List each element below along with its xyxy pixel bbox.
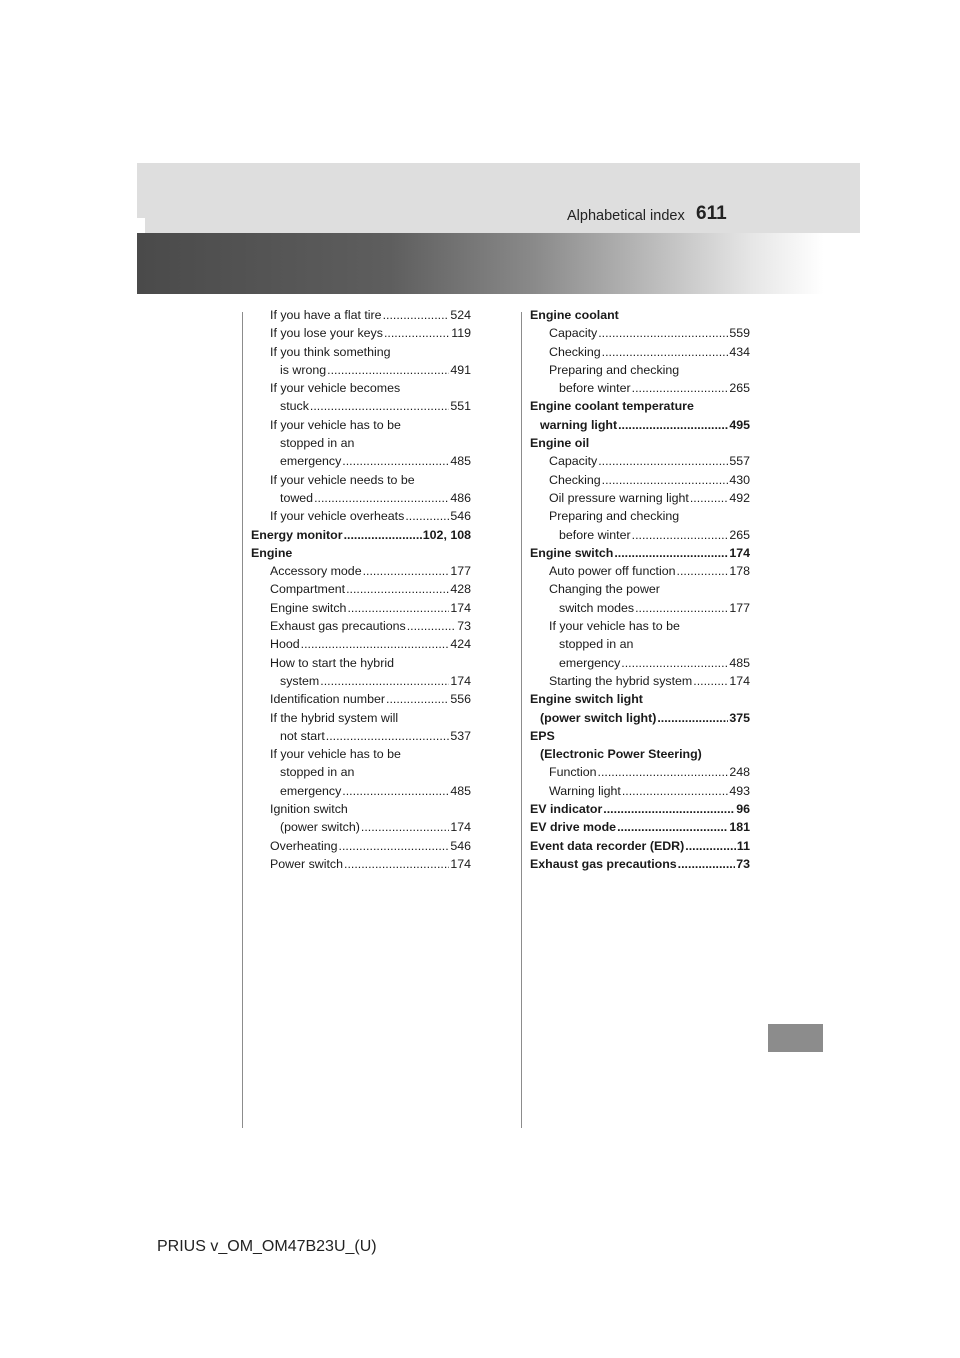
- dot-leader: [632, 526, 729, 544]
- index-page-ref: 556: [450, 692, 471, 707]
- dot-leader: [383, 306, 450, 324]
- dot-leader: [301, 635, 450, 653]
- index-entry: [251, 526, 471, 544]
- index-page-ref: 434: [729, 344, 750, 359]
- index-entry: [530, 434, 750, 452]
- index-entry: [251, 654, 471, 672]
- dot-leader: [320, 672, 449, 690]
- index-entry: [251, 361, 471, 379]
- index-entry-text: Engine switch: [270, 600, 347, 615]
- index-entry-text: (power switch light): [540, 710, 657, 725]
- page-number: 611: [696, 203, 727, 224]
- index-entry-text: Engine coolant: [530, 308, 619, 322]
- index-entry-text: Engine switch light: [530, 692, 643, 707]
- dot-leader: [598, 763, 729, 781]
- dot-leader: [618, 416, 728, 434]
- header-notch: [137, 218, 145, 234]
- page-header: [137, 163, 860, 233]
- index-entry-text: stuck: [280, 399, 309, 414]
- index-entry-text: Checking: [549, 344, 601, 359]
- dot-leader: [346, 580, 449, 598]
- index-entry-text: Starting the hybrid system: [549, 673, 693, 688]
- index-entry-text: Engine coolant temperature: [530, 399, 694, 414]
- dot-leader: [603, 800, 735, 818]
- dot-leader: [339, 837, 450, 855]
- index-entry-text: Energy monitor: [251, 527, 343, 542]
- dot-leader: [635, 599, 728, 617]
- index-entry-text: Oil pressure warning light: [549, 490, 689, 505]
- dot-leader: [677, 562, 729, 580]
- index-entry: [251, 599, 471, 617]
- index-page-ref: 174: [729, 673, 750, 688]
- index-entry-text: (Electronic Power Steering): [540, 747, 702, 762]
- index-entry: [530, 672, 750, 690]
- index-entry-text: Accessory mode: [270, 564, 362, 579]
- dot-leader: [632, 379, 729, 397]
- index-entry-text: system: [280, 673, 320, 688]
- index-page-ref: 485: [450, 454, 471, 469]
- dot-leader: [622, 782, 728, 800]
- index-entry-text: Exhaust gas precautions: [530, 856, 677, 871]
- dot-leader: [602, 471, 729, 489]
- index-entry-text: If the hybrid system will: [270, 710, 399, 725]
- index-entry: [251, 635, 471, 653]
- dot-leader: [347, 599, 449, 617]
- index-entry: [530, 343, 750, 361]
- index-entry: [251, 343, 471, 361]
- column-rule-left: [242, 312, 243, 1128]
- index-page-ref: 493: [729, 783, 750, 798]
- index-entry-text: If your vehicle overheats: [270, 509, 405, 524]
- index-column-left: [251, 306, 471, 873]
- index-entry: [251, 690, 471, 708]
- index-entry-text: If your vehicle has to be: [270, 417, 401, 432]
- index-entry: [530, 818, 750, 836]
- index-entry-text: Identification number: [270, 692, 386, 707]
- index-page-ref: 546: [450, 509, 471, 524]
- index-page-ref: 96: [736, 802, 750, 817]
- index-entry-text: Preparing and checking: [549, 509, 680, 524]
- index-entry: [530, 562, 750, 580]
- dot-leader: [327, 361, 449, 379]
- index-entry: [530, 800, 750, 818]
- dot-leader: [598, 324, 728, 342]
- index-entry-text: Function: [549, 765, 597, 780]
- index-entry-text: How to start the hybrid: [270, 655, 394, 670]
- index-entry: [251, 763, 471, 781]
- index-entry: [251, 379, 471, 397]
- index-entry: [251, 471, 471, 489]
- index-entry: [530, 416, 750, 434]
- index-page-ref: 424: [450, 637, 471, 652]
- index-page-ref: 375: [729, 710, 750, 725]
- index-entry-text: Exhaust gas precautions: [270, 619, 406, 634]
- index-page-ref: 430: [729, 472, 750, 487]
- dot-leader: [657, 709, 728, 727]
- section-title: Alphabetical index: [567, 208, 685, 224]
- index-entry: [530, 709, 750, 727]
- index-entry: [251, 727, 471, 745]
- index-entry-text: emergency: [559, 655, 621, 670]
- index-entry-text: emergency: [280, 783, 342, 798]
- dot-leader: [384, 324, 450, 342]
- index-entry-text: Changing the power: [549, 582, 660, 597]
- index-page-ref: 559: [729, 326, 750, 341]
- index-page-ref: 485: [729, 655, 750, 670]
- index-entry-text: warning light: [540, 417, 618, 432]
- index-page-ref: 174: [450, 820, 471, 835]
- index-entry: [530, 361, 750, 379]
- index-entry-text: If your vehicle has to be: [270, 747, 401, 762]
- index-page-ref: 524: [450, 308, 471, 322]
- index-page-ref: 119: [451, 326, 471, 341]
- index-entry-text: stopped in an: [559, 637, 634, 652]
- index-page-ref: 265: [729, 381, 750, 396]
- column-rule-right: [521, 312, 522, 1128]
- index-page-ref: 177: [729, 600, 750, 615]
- dot-leader: [310, 397, 449, 415]
- index-entry-text: Capacity: [549, 326, 598, 341]
- section-thumb-tab: [768, 1024, 823, 1052]
- dot-leader: [344, 855, 449, 873]
- index-column-right: [530, 306, 750, 873]
- dot-leader: [602, 343, 729, 361]
- index-page-ref: 174: [450, 856, 471, 871]
- index-entry-text: before winter: [559, 381, 631, 396]
- index-entry: [530, 635, 750, 653]
- index-page-ref: 11: [736, 838, 750, 853]
- index-entry-text: Power switch: [270, 856, 343, 871]
- index-entry: [251, 434, 471, 452]
- index-entry: [251, 489, 471, 507]
- index-entry-text: Engine: [251, 545, 293, 560]
- index-entry: [251, 580, 471, 598]
- index-entry: [251, 617, 471, 635]
- dot-leader: [690, 489, 729, 507]
- index-entry: [530, 617, 750, 635]
- index-entry: [251, 782, 471, 800]
- header-gradient-band: [137, 233, 860, 294]
- index-entry-text: before winter: [559, 527, 631, 542]
- index-page-ref: 551: [450, 399, 471, 414]
- index-entry-text: not start: [280, 728, 325, 743]
- index-entry-text: Engine switch: [530, 545, 614, 560]
- dot-leader: [344, 526, 422, 544]
- index-entry-text: If your vehicle becomes: [270, 381, 401, 396]
- index-entry: [530, 654, 750, 672]
- index-page-ref: 492: [729, 490, 750, 505]
- dot-leader: [361, 818, 449, 836]
- index-page-ref: 174: [450, 600, 471, 615]
- index-entry-text: Engine oil: [530, 436, 590, 451]
- index-entry-text: Event data recorder (EDR): [530, 838, 685, 853]
- index-entry-text: Compartment: [270, 582, 346, 597]
- index-entry-text: EV drive mode: [530, 820, 617, 835]
- index-entry: [530, 452, 750, 470]
- index-page-ref: 495: [729, 417, 750, 432]
- dot-leader: [314, 489, 449, 507]
- index-page-ref: 485: [450, 783, 471, 798]
- index-entry-text: emergency: [280, 454, 342, 469]
- index-entry-text: towed: [280, 490, 314, 505]
- index-entry: [530, 855, 750, 873]
- index-entry: [251, 855, 471, 873]
- index-entry: [251, 397, 471, 415]
- dot-leader: [363, 562, 450, 580]
- index-entry-text: Auto power off function: [549, 564, 676, 579]
- index-entry-text: If your vehicle needs to be: [270, 472, 415, 487]
- index-entry: [251, 672, 471, 690]
- dot-leader: [405, 507, 449, 525]
- index-page-ref: 557: [729, 454, 750, 469]
- index-page-ref: 181: [729, 820, 750, 835]
- index-page-ref: 546: [450, 838, 471, 853]
- index-entry-text: stopped in an: [280, 436, 355, 451]
- index-entry-text: If you lose your keys: [270, 326, 383, 341]
- index-entry: [530, 763, 750, 781]
- index-entry-text: Hood: [270, 637, 300, 652]
- index-entry: [251, 837, 471, 855]
- index-page-ref: 428: [450, 582, 471, 597]
- index-entry: [251, 562, 471, 580]
- index-entry: [251, 416, 471, 434]
- document-code: PRIUS v_OM_OM47B23U_(U): [157, 1238, 377, 1255]
- index-page-ref: 177: [450, 564, 471, 579]
- index-entry: [530, 727, 750, 745]
- index-entry: [530, 489, 750, 507]
- dot-leader: [614, 544, 728, 562]
- index-entry-text: stopped in an: [280, 765, 355, 780]
- index-entry-text: If you think something: [270, 344, 391, 359]
- dot-leader: [621, 654, 728, 672]
- dot-leader: [342, 452, 449, 470]
- index-entry: [251, 452, 471, 470]
- index-entry: [530, 599, 750, 617]
- index-entry: [251, 324, 471, 342]
- index-entry: [251, 507, 471, 525]
- index-entry-text: is wrong: [280, 362, 327, 377]
- index-entry: [251, 709, 471, 727]
- index-page-ref: 73: [457, 619, 471, 634]
- index-entry: [530, 526, 750, 544]
- index-entry-text: EPS: [530, 728, 555, 743]
- dot-leader: [326, 727, 450, 745]
- dot-leader: [678, 855, 736, 873]
- index-page-ref: 265: [729, 527, 750, 542]
- index-entry-text: Preparing and checking: [549, 362, 680, 377]
- index-entry: [530, 544, 750, 562]
- index-page-ref: 537: [450, 728, 471, 743]
- index-page-ref: 491: [450, 362, 471, 377]
- index-entry: [530, 471, 750, 489]
- index-entry: [251, 306, 471, 324]
- index-entry-text: Overheating: [270, 838, 338, 853]
- index-page-ref: 248: [729, 765, 750, 780]
- dot-leader: [617, 818, 728, 836]
- index-entry: [251, 544, 471, 562]
- index-entry-text: If you have a flat tire: [270, 308, 382, 322]
- index-page-ref: 174: [729, 545, 750, 560]
- index-entry-text: (power switch): [280, 820, 360, 835]
- index-entry: [530, 507, 750, 525]
- index-entry-text: If your vehicle has to be: [549, 619, 680, 634]
- index-entry-text: switch modes: [559, 600, 635, 615]
- index-entry: [251, 800, 471, 818]
- index-entry-text: Warning light: [549, 783, 621, 798]
- index-entry-text: Ignition switch: [270, 802, 348, 817]
- index-entry: [530, 690, 750, 708]
- index-entry: [530, 837, 750, 855]
- index-entry-text: Checking: [549, 472, 601, 487]
- dot-leader: [386, 690, 449, 708]
- index-entry-text: EV indicator: [530, 802, 603, 817]
- index-page-ref: 178: [729, 564, 750, 579]
- dot-leader: [598, 452, 728, 470]
- index-entry: [530, 782, 750, 800]
- index-entry: [530, 397, 750, 415]
- index-page-ref: 174: [450, 673, 471, 688]
- index-page-ref: 102, 108: [422, 527, 471, 542]
- index-entry: [530, 379, 750, 397]
- index-page-ref: 73: [736, 856, 750, 871]
- dot-leader: [407, 617, 457, 635]
- index-entry: [530, 306, 750, 324]
- index-entry: [530, 580, 750, 598]
- index-entry: [530, 745, 750, 763]
- index-entry: [251, 818, 471, 836]
- index-entry: [251, 745, 471, 763]
- index-page-ref: 486: [450, 490, 471, 505]
- dot-leader: [342, 782, 449, 800]
- dot-leader: [693, 672, 728, 690]
- dot-leader: [685, 837, 736, 855]
- index-entry-text: Capacity: [549, 454, 598, 469]
- index-entry: [530, 324, 750, 342]
